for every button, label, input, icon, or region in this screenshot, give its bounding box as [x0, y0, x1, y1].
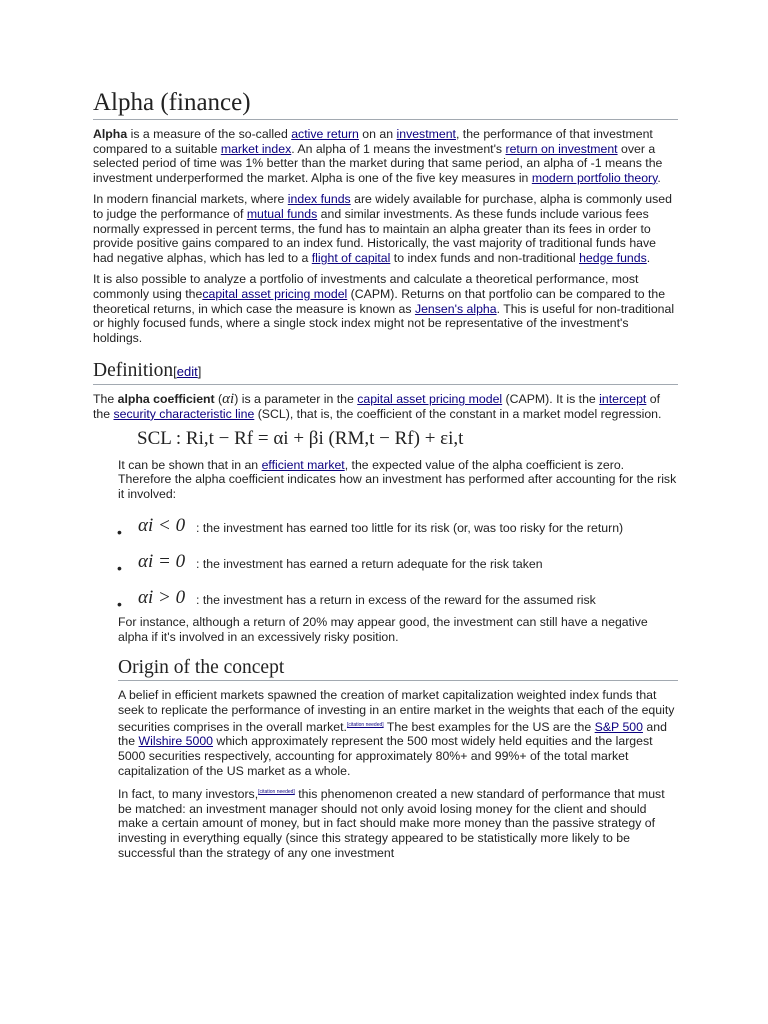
- alpha-bullet-list: [93, 515, 678, 623]
- bullet-icon: •: [117, 524, 122, 541]
- text: .: [657, 170, 661, 185]
- text: . An alpha of 1 means the investment's: [291, 141, 506, 156]
- link-wilshire-5000[interactable]: Wilshire 5000: [138, 734, 214, 749]
- intro-paragraph-2: [93, 192, 678, 265]
- bullet-text: : the investment has earned a return adequate for the risk taken: [196, 557, 543, 572]
- text: A belief in efficient markets spawned the creation of market capitalization weighted index funds that seek to replicate the performance of investing in an entire market in the weights that each of the equity securities comprises in the overall market.: [118, 688, 675, 734]
- text: . This is useful for non-traditional or highly focused funds, where a single stock index might not be representative of the investment's holdings.: [93, 301, 675, 345]
- text: ) is a parameter in the: [234, 392, 358, 407]
- definition-paragraph-3: For instance, although a return of 20% may appear good, the investment can still have a negative alpha if it's involved in an excessively risky position.: [118, 615, 648, 644]
- text: to index funds and non-traditional: [390, 250, 580, 265]
- link-investment[interactable]: investment: [396, 127, 456, 141]
- text: In modern financial markets, where: [93, 192, 288, 207]
- definition-paragraph-1: [93, 392, 678, 421]
- text: this phenomenon created a new standard of performance that must be matched: an investment manager should not only avoid losing money for the client and should make a certain amount of money, but in fact should make more money than the passive strategy of investing in everything equally (since this strategy appeared to be statistically more likely to be successful than the strategy of any one investment: [118, 787, 665, 860]
- intro-paragraph-1: [93, 127, 678, 185]
- alpha-symbol: αi: [222, 391, 235, 408]
- edit-section: [173, 364, 201, 379]
- definition-paragraph-2: [118, 458, 678, 502]
- link-security-characteristic-line[interactable]: security characteristic line: [113, 406, 255, 421]
- list-item: [93, 551, 678, 587]
- article: [93, 88, 678, 860]
- text: is a measure of the so-called: [127, 127, 292, 141]
- citation-needed-link[interactable]: [citation needed]: [258, 789, 295, 796]
- link-active-return[interactable]: active return: [291, 127, 359, 141]
- link-sp-500[interactable]: S&P 500: [594, 719, 643, 734]
- section-title: Definition: [93, 360, 174, 382]
- text: It can be shown that in an: [118, 457, 262, 472]
- bullet-icon: •: [117, 596, 122, 613]
- bold-term: alpha coefficient: [117, 392, 215, 407]
- section-heading-origin: Origin of the concept: [118, 656, 678, 681]
- link-mutual-funds[interactable]: mutual funds: [246, 206, 318, 221]
- text: which approximately represent the 500 most widely held equities and the largest 5000 securities respectively, accounting for approximately 80%+ and 99%+ of the total market capitalization of the US market as a whole.: [118, 734, 653, 778]
- bold-term: Alpha: [93, 127, 128, 141]
- text: The: [93, 392, 118, 407]
- bracket: ]: [197, 364, 202, 380]
- link-index-funds[interactable]: index funds: [287, 192, 351, 207]
- page-title: Alpha (finance): [93, 88, 678, 120]
- section-heading-definition: [93, 359, 678, 385]
- list-item: [93, 587, 678, 623]
- text: .: [646, 250, 651, 265]
- link-intercept[interactable]: intercept: [599, 392, 647, 407]
- text: over a selected period of time was 1% better than the market during that same period, an alpha of -1 means the investment underperformed the market. Alpha is one of the five key measures in: [93, 141, 663, 185]
- bracket: [: [173, 364, 177, 380]
- text: and the: [118, 719, 667, 749]
- text: on an: [358, 127, 397, 141]
- text: of the: [93, 392, 661, 421]
- link-return-on-investment[interactable]: return on investment: [505, 141, 618, 156]
- citation-needed-link[interactable]: [citation needed]: [346, 721, 384, 728]
- link-efficient-market[interactable]: efficient market: [261, 457, 345, 472]
- link-capm[interactable]: capital asset pricing model: [202, 286, 348, 301]
- origin-paragraph-2: [118, 785, 678, 860]
- text: The best examples for the US are the: [383, 719, 595, 734]
- text: It is also possible to analyze a portfolio of investments and calculate a theoretical performance, most commonly using the: [93, 272, 639, 301]
- math-expression: αi = 0: [138, 551, 186, 573]
- math-expression: αi < 0: [138, 515, 186, 537]
- link-jensens-alpha[interactable]: Jensen's alpha: [414, 301, 497, 316]
- link-flight-of-capital[interactable]: flight of capital: [311, 250, 391, 265]
- origin-paragraph-1: [118, 688, 678, 778]
- list-item: [93, 515, 678, 551]
- text: and similar investments. As these funds include various fees normally expressed in percent terms, the fund has to maintain an alpha greater than its fees in order to provide positive gains compared to an index fund. Historically, the vast majority of traditional funds have had negative alphas, which has led to a: [93, 206, 656, 265]
- math-expression: αi > 0: [138, 587, 186, 609]
- text: (CAPM). It is the: [502, 392, 600, 407]
- text: In fact, to many investors,: [118, 787, 259, 802]
- bullet-icon: •: [117, 560, 122, 577]
- link-modern-portfolio-theory[interactable]: modern portfolio theory: [531, 170, 658, 185]
- bullet-text: : the investment has earned too little for its risk (or, was too risky for the return): [196, 521, 624, 536]
- text: , the performance of that investment compared to a suitable: [93, 127, 653, 156]
- link-capm-2[interactable]: capital asset pricing model: [357, 392, 503, 407]
- link-market-index[interactable]: market index: [220, 141, 292, 156]
- text: (: [214, 392, 223, 407]
- bullet-text: : the investment has a return in excess of the reward for the assumed risk: [196, 593, 596, 608]
- intro-paragraph-3: [93, 272, 678, 345]
- text: , the expected value of the alpha coefficient is zero. Therefore the alpha coefficient indicates how an investment has performed after accounting for the risk it involved:: [118, 457, 677, 501]
- text: are widely available for purchase, alpha is commonly used to judge the performance of: [93, 192, 672, 221]
- text: (CAPM). Returns on that portfolio can be compared to the theoretical returns, in which case the measure is known as: [93, 286, 666, 316]
- text: (SCL), that is, the coefficient of the constant in a market model regression.: [254, 406, 662, 421]
- edit-link[interactable]: edit: [176, 364, 198, 380]
- scl-equation: SCL : Ri,t − Rf = αi + βi (RM,t − Rf) + εi,t: [137, 427, 464, 449]
- link-hedge-funds[interactable]: hedge funds: [579, 250, 647, 265]
